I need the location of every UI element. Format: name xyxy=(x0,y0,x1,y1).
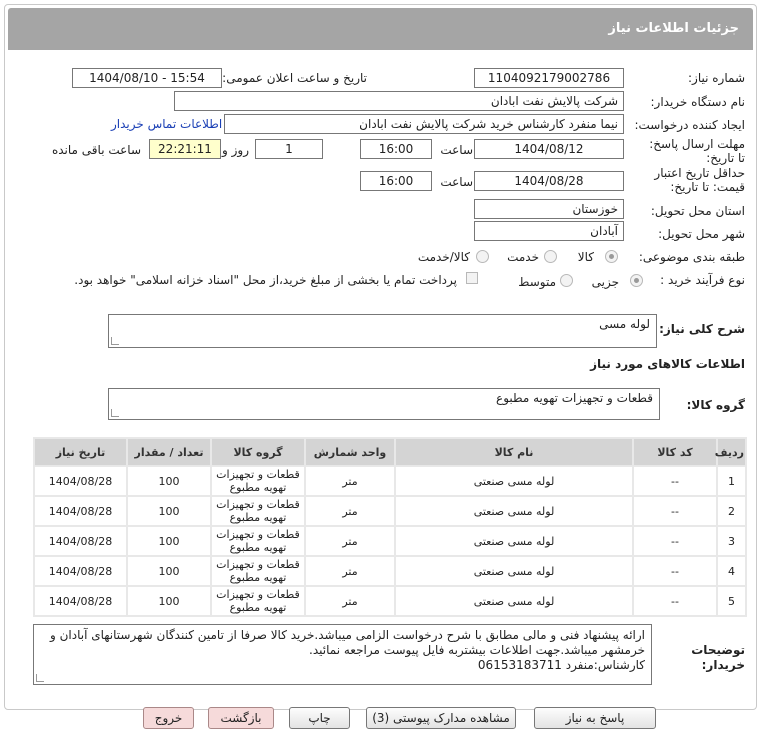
creator-field[interactable]: نیما منفرد کارشناس خرید شرکت پالایش نفت ابادان xyxy=(224,114,624,134)
reply-button[interactable]: پاسخ به نیاز xyxy=(534,707,656,729)
col-header-date: تاریخ نیاز xyxy=(35,439,126,465)
remaining-label: ساعت باقی مانده xyxy=(51,143,141,157)
summary-label: شرح کلی نیاز: xyxy=(659,322,745,336)
notes-textarea[interactable] xyxy=(33,624,652,685)
cell-date: 1404/08/28 xyxy=(35,557,126,585)
cell-qty: 100 xyxy=(128,557,210,585)
cell-row-no: 3 xyxy=(718,527,745,555)
category-radio-service[interactable] xyxy=(544,250,557,263)
cell-unit: متر xyxy=(306,557,394,585)
cell-name: لوله مسی صنعتی xyxy=(396,527,632,555)
city-label: شهر محل تحویل: xyxy=(658,227,745,241)
process-radio-minor[interactable] xyxy=(630,274,643,287)
cell-group: قطعات و تجهیزات تهویه مطبوع xyxy=(212,587,304,615)
cell-row-no: 4 xyxy=(718,557,745,585)
print-button[interactable]: چاپ xyxy=(289,707,350,729)
category-option-goods: کالا xyxy=(577,250,594,264)
cell-date: 1404/08/28 xyxy=(35,467,126,495)
validity-time-label: ساعت xyxy=(440,175,473,189)
cell-qty: 100 xyxy=(128,527,210,555)
remaining-time-field: 22:21:11 xyxy=(149,139,221,159)
category-option-both: کالا/خدمت xyxy=(417,250,470,264)
table-row[interactable] xyxy=(35,527,745,555)
buyer-org-label: نام دستگاه خریدار: xyxy=(650,95,745,109)
treasury-payment-note: پرداخت تمام یا بخشی از مبلغ خرید،از محل "اسناد خزانه اسلامی" خواهد بود. xyxy=(74,273,457,287)
goods-group-value: قطعات و تجهیزات تهویه مطبوع xyxy=(496,391,653,405)
province-field[interactable]: خوزستان xyxy=(474,199,624,219)
cell-code: -- xyxy=(634,587,716,615)
category-radio-both[interactable] xyxy=(476,250,489,263)
cell-group: قطعات و تجهیزات تهویه مطبوع xyxy=(212,467,304,495)
process-option-minor: جزیی xyxy=(591,275,619,289)
reply-time-label: ساعت xyxy=(440,143,473,157)
validity-label-1: حداقل تاریخ اعتبار xyxy=(654,166,745,180)
cell-name: لوله مسی صنعتی xyxy=(396,587,632,615)
notes-line-2: خرمشهر میباشد.جهت اطلاعات بیشتربه فایل پیوست مراجعه نمائید. xyxy=(309,643,645,657)
cell-date: 1404/08/28 xyxy=(35,587,126,615)
process-label: نوع فرآیند خرید : xyxy=(660,273,745,287)
notes-line-3: کارشناس:منفرد 06153183711 xyxy=(477,658,645,672)
cell-group: قطعات و تجهیزات تهویه مطبوع xyxy=(212,497,304,525)
city-field[interactable]: آبادان xyxy=(474,221,624,241)
cell-unit: متر xyxy=(306,467,394,495)
col-header-code: کد کالا xyxy=(634,439,716,465)
notes-line-1: ارائه پیشنهاد فنی و مالی مطابق با شرح درخواست الزامی میباشد.خرید کالا صرفا از تامین کنندگان شهرستانهای آبادان و xyxy=(49,628,645,642)
need-number-field[interactable]: 1104092179002786 xyxy=(474,68,624,88)
cell-unit: متر xyxy=(306,587,394,615)
cell-code: -- xyxy=(634,527,716,555)
resize-grip-icon[interactable] xyxy=(36,674,44,682)
notes-label-2: خریدار: xyxy=(701,658,745,672)
validity-time-field[interactable]: 16:00 xyxy=(360,171,432,191)
col-header-name: نام کالا xyxy=(396,439,632,465)
table-row[interactable] xyxy=(35,497,745,525)
cell-code: -- xyxy=(634,557,716,585)
resize-grip-icon[interactable] xyxy=(111,337,119,345)
category-option-service: خدمت xyxy=(507,250,539,264)
goods-group-textarea[interactable] xyxy=(108,388,660,420)
validity-label-2: قیمت: تا تاریخ: xyxy=(670,180,745,194)
treasury-payment-checkbox[interactable] xyxy=(466,272,478,284)
view-attachments-button[interactable]: مشاهده مدارک پیوستی (3) xyxy=(366,707,516,729)
cell-qty: 100 xyxy=(128,587,210,615)
reply-deadline-text: مهلت ارسال پاسخ: تا تاریخ: xyxy=(649,137,745,165)
cell-row-no: 1 xyxy=(718,467,745,495)
exit-button[interactable]: خروج xyxy=(143,707,194,729)
cell-name: لوله مسی صنعتی xyxy=(396,557,632,585)
cell-date: 1404/08/28 xyxy=(35,497,126,525)
cell-name: لوله مسی صنعتی xyxy=(396,497,632,525)
cell-unit: متر xyxy=(306,497,394,525)
creator-label: ایجاد کننده درخواست: xyxy=(634,118,745,132)
col-header-row-no: ردیف xyxy=(718,439,745,465)
col-header-qty: تعداد / مقدار xyxy=(128,439,210,465)
category-radio-goods[interactable] xyxy=(605,250,618,263)
process-option-medium: متوسط xyxy=(518,275,556,289)
cell-group: قطعات و تجهیزات تهویه مطبوع xyxy=(212,557,304,585)
summary-value: لوله مسی xyxy=(599,317,650,331)
cell-row-no: 2 xyxy=(718,497,745,525)
notes-label-1: توضیحات xyxy=(691,643,745,657)
reply-time-field[interactable]: 16:00 xyxy=(360,139,432,159)
contact-buyer-link[interactable]: اطلاعات تماس خریدار xyxy=(111,117,223,131)
col-header-group: گروه کالا xyxy=(212,439,304,465)
announce-field[interactable]: 1404/08/10 - 15:54 xyxy=(72,68,222,88)
days-label: روز و xyxy=(222,143,249,157)
resize-grip-icon[interactable] xyxy=(111,409,119,417)
buyer-org-field[interactable]: شرکت پالایش نفت ابادان xyxy=(174,91,624,111)
reply-deadline-label xyxy=(645,137,745,165)
col-header-unit: واحد شمارش xyxy=(306,439,394,465)
back-button[interactable]: بازگشت xyxy=(208,707,274,729)
need-number-label: شماره نیاز: xyxy=(688,71,745,85)
cell-code: -- xyxy=(634,467,716,495)
page-title: جزئیات اطلاعات نیاز xyxy=(608,21,739,36)
announce-label: تاریخ و ساعت اعلان عمومی: xyxy=(222,71,367,85)
table-row[interactable] xyxy=(35,467,745,495)
items-table xyxy=(33,437,747,617)
process-radio-medium[interactable] xyxy=(560,274,573,287)
cell-qty: 100 xyxy=(128,467,210,495)
category-label: طبقه بندی موضوعی: xyxy=(638,250,745,264)
province-label: استان محل تحویل: xyxy=(650,204,745,218)
days-field[interactable]: 1 xyxy=(255,139,323,159)
table-row[interactable] xyxy=(35,557,745,585)
cell-name: لوله مسی صنعتی xyxy=(396,467,632,495)
header-bar xyxy=(8,8,753,50)
summary-textarea[interactable] xyxy=(108,314,657,348)
table-header-row xyxy=(35,439,745,465)
cell-date: 1404/08/28 xyxy=(35,527,126,555)
goods-group-label: گروه کالا: xyxy=(686,398,745,412)
goods-info-title: اطلاعات کالاهای مورد نیاز xyxy=(590,357,745,371)
cell-qty: 100 xyxy=(128,497,210,525)
cell-code: -- xyxy=(634,497,716,525)
cell-group: قطعات و تجهیزات تهویه مطبوع xyxy=(212,527,304,555)
cell-row-no: 5 xyxy=(718,587,745,615)
table-row[interactable] xyxy=(35,587,745,615)
reply-date-field[interactable]: 1404/08/12 xyxy=(474,139,624,159)
validity-date-field[interactable]: 1404/08/28 xyxy=(474,171,624,191)
cell-unit: متر xyxy=(306,527,394,555)
